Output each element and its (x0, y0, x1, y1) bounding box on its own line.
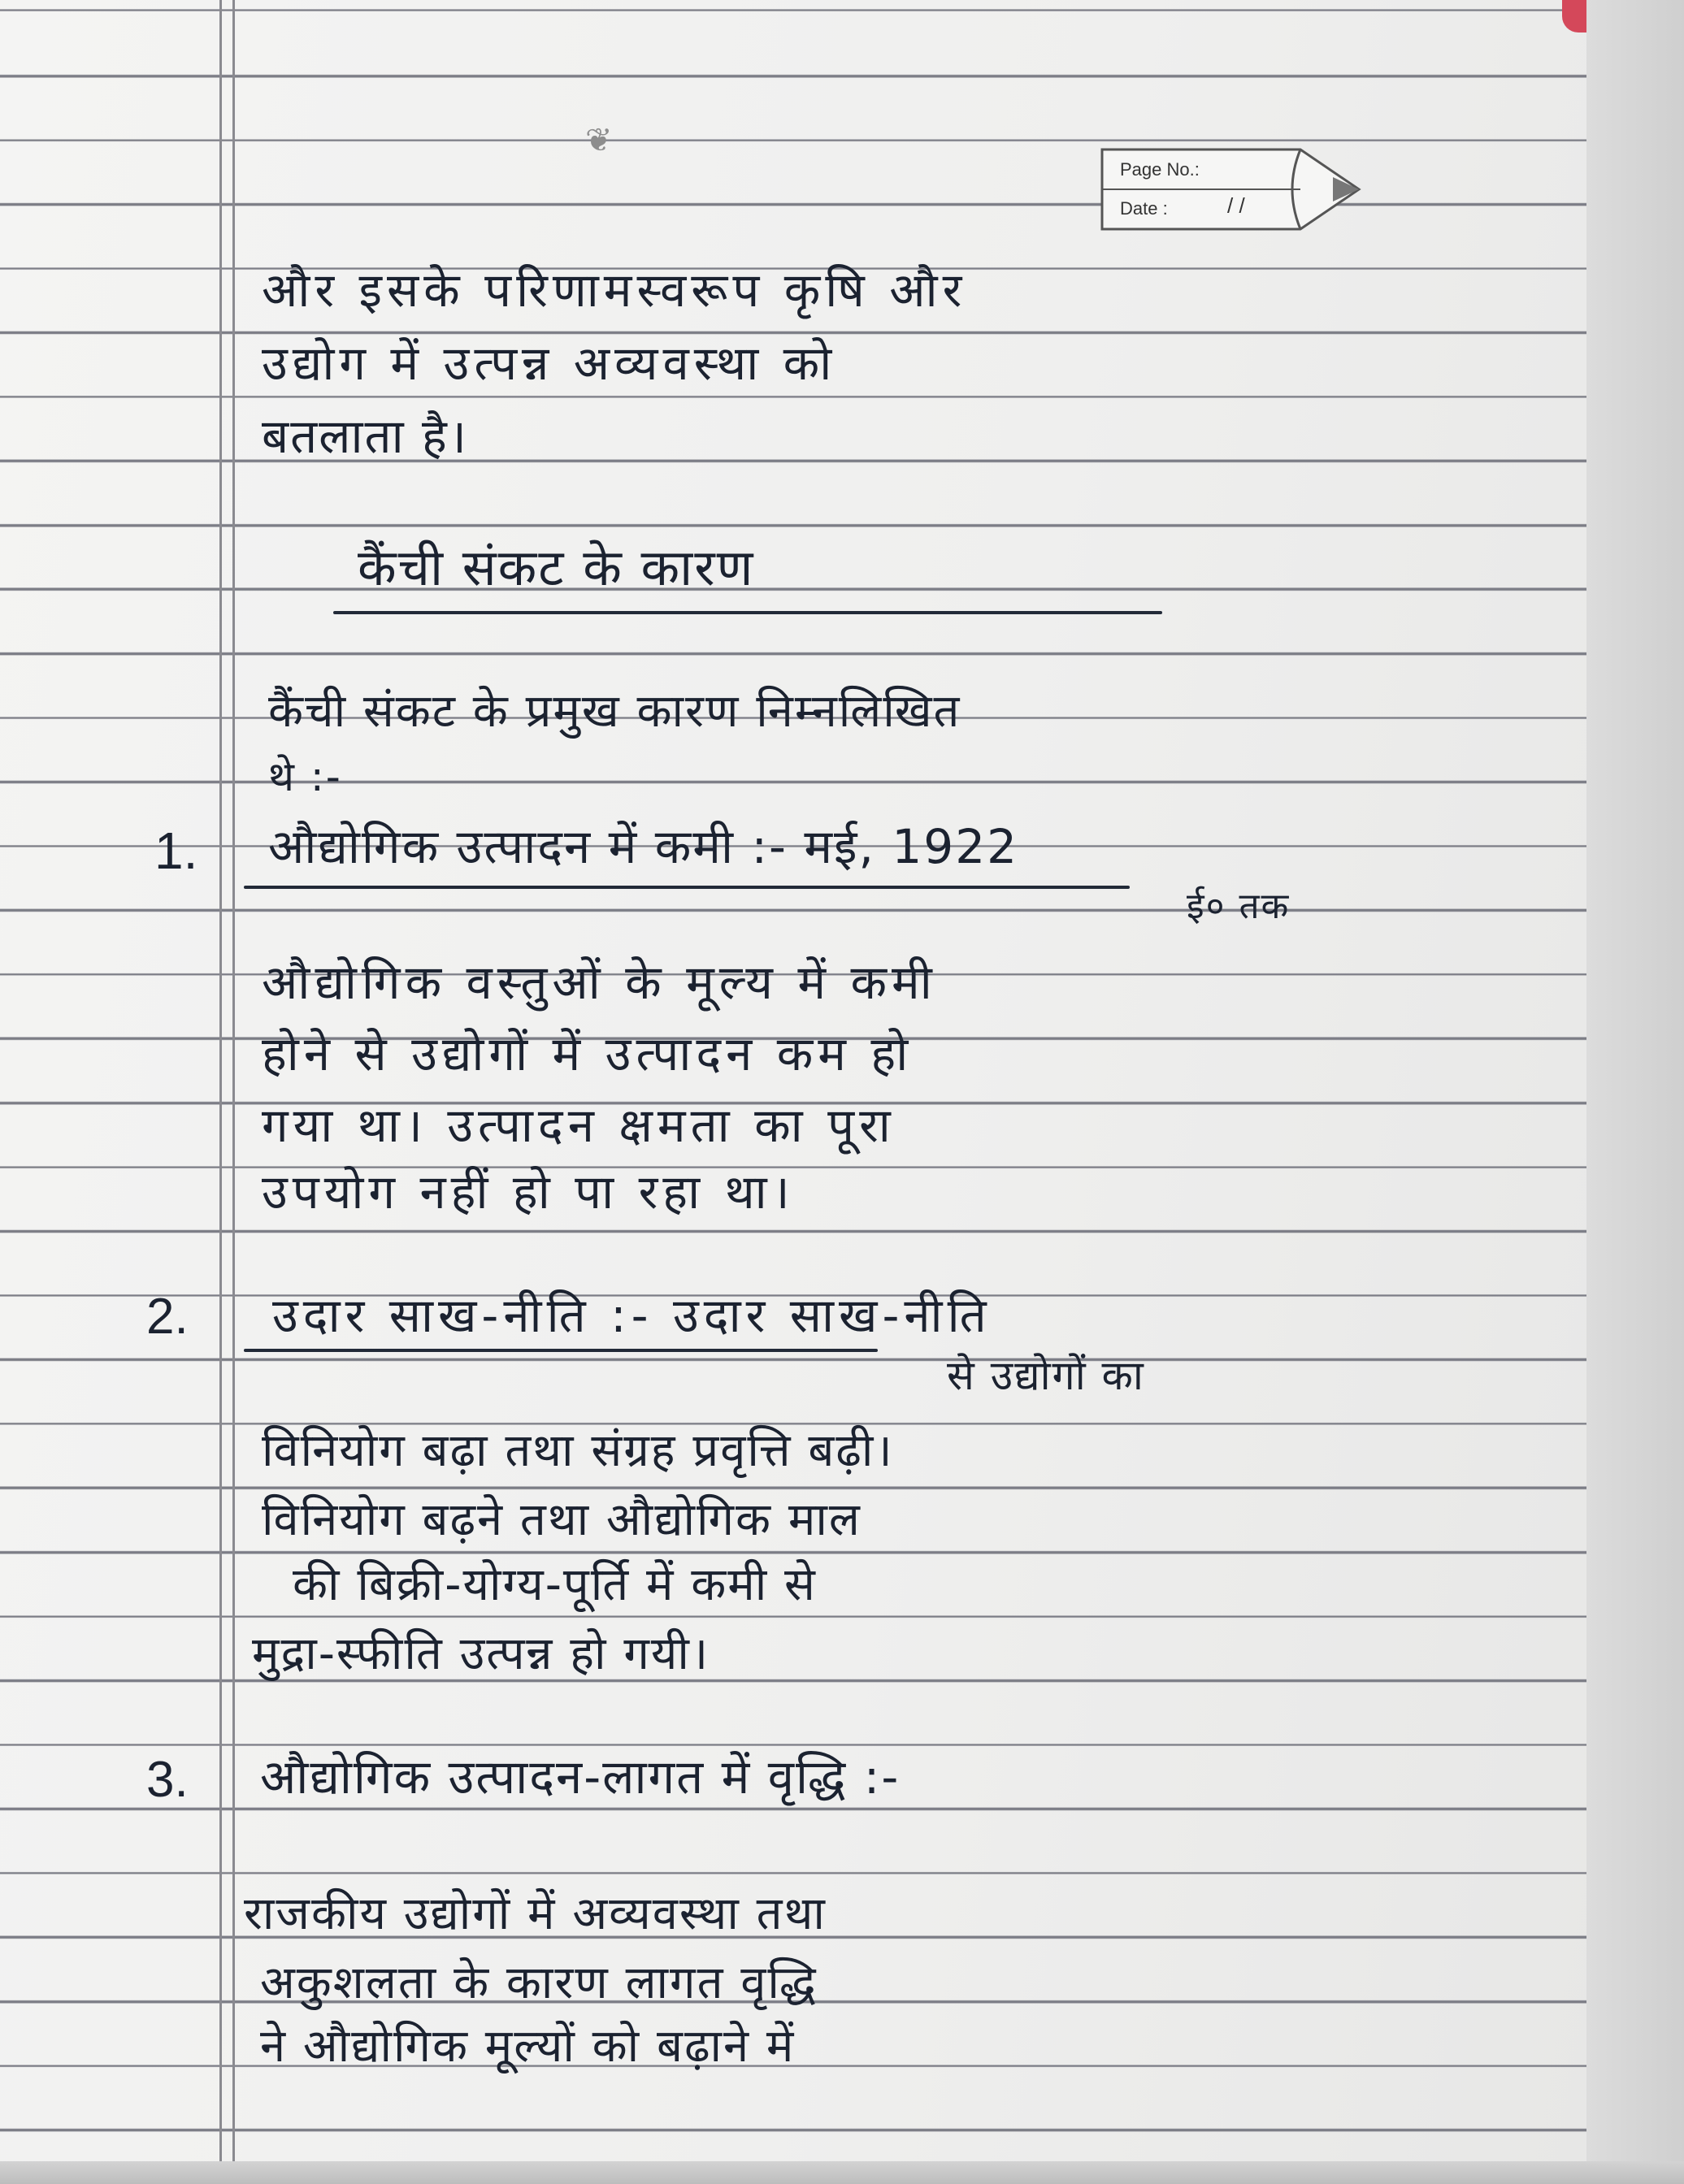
text-line-2: उद्योग में उत्पन्न अव्यवस्था को (262, 336, 837, 391)
item-3-body-line-2: अकुशलता के कारण लागत वृद्धि (260, 1956, 818, 2009)
margin-line-right (232, 0, 235, 2184)
item-2-title-cont: से उद्योगों का (947, 1352, 1145, 1399)
item-2-body-line-3: की बिक्री-योग्य-पूर्ति में कमी से (293, 1558, 817, 1611)
item-3-body-line-1: राजकीय उद्योगों में अव्यवस्था तथा (244, 1887, 827, 1940)
item-3-number: 3. (146, 1752, 189, 1808)
date-label: Date : (1120, 198, 1168, 219)
intro-line-2: थे :- (268, 753, 342, 800)
page-no-label: Page No.: (1120, 159, 1200, 180)
page-number-box (1097, 145, 1365, 234)
decorative-flourish-icon: ❦ (585, 122, 613, 159)
margin-line-left (219, 0, 222, 2184)
text-line-1: और इसके परिणामस्वरूप कृषि और (262, 262, 967, 318)
item-2-title: उदार साख-नीति :- उदार साख-नीति (272, 1288, 992, 1343)
item-1-body-line-2: होने से उद्योगों में उत्पादन कम हो (262, 1026, 914, 1081)
date-value: / / (1227, 193, 1245, 218)
item-1-body-line-4: उपयोग नहीं हो पा रहा था। (262, 1164, 795, 1220)
intro-line-1: कैंची संकट के प्रमुख कारण निम्नलिखित (268, 685, 961, 738)
item-2-body-line-2: विनियोग बढ़ने तथा औद्योगिक माल (262, 1493, 862, 1546)
item-1-number: 1. (154, 821, 198, 880)
item-2-number: 2. (146, 1289, 189, 1345)
item-2-body-line-1: विनियोग बढ़ा तथा संग्रह प्रवृत्ति बढ़ी। (262, 1424, 894, 1477)
item-1-title: औद्योगिक उत्पादन में कमी :- मई, 1922 (268, 819, 1019, 874)
page-bottom-edge (0, 2161, 1684, 2184)
item-3-title: औद्योगिक उत्पादन-लागत में वृद्धि :- (260, 1749, 901, 1805)
item-1-body-line-3: गया था। उत्पादन क्षमता का पूरा (262, 1098, 896, 1153)
item-1-title-underline (244, 886, 1130, 889)
heading-underline (333, 611, 1162, 614)
item-1-title-cont: ई० तक (1187, 886, 1291, 927)
text-line-3: बतलाता है। (262, 409, 468, 464)
item-1-body-line-1: औद्योगिक वस्तुओं के मूल्य में कमी (262, 955, 937, 1010)
section-heading: कैंची संकट के कारण (358, 538, 755, 597)
item-2-title-underline (244, 1349, 878, 1352)
item-2-body-line-4: मुद्रा-स्फीति उत्पन्न हो गयी। (252, 1627, 710, 1680)
page-right-edge (1586, 0, 1684, 2184)
item-3-body-line-3: ने औद्योगिक मूल्यों को बढ़ाने में (260, 2020, 796, 2073)
